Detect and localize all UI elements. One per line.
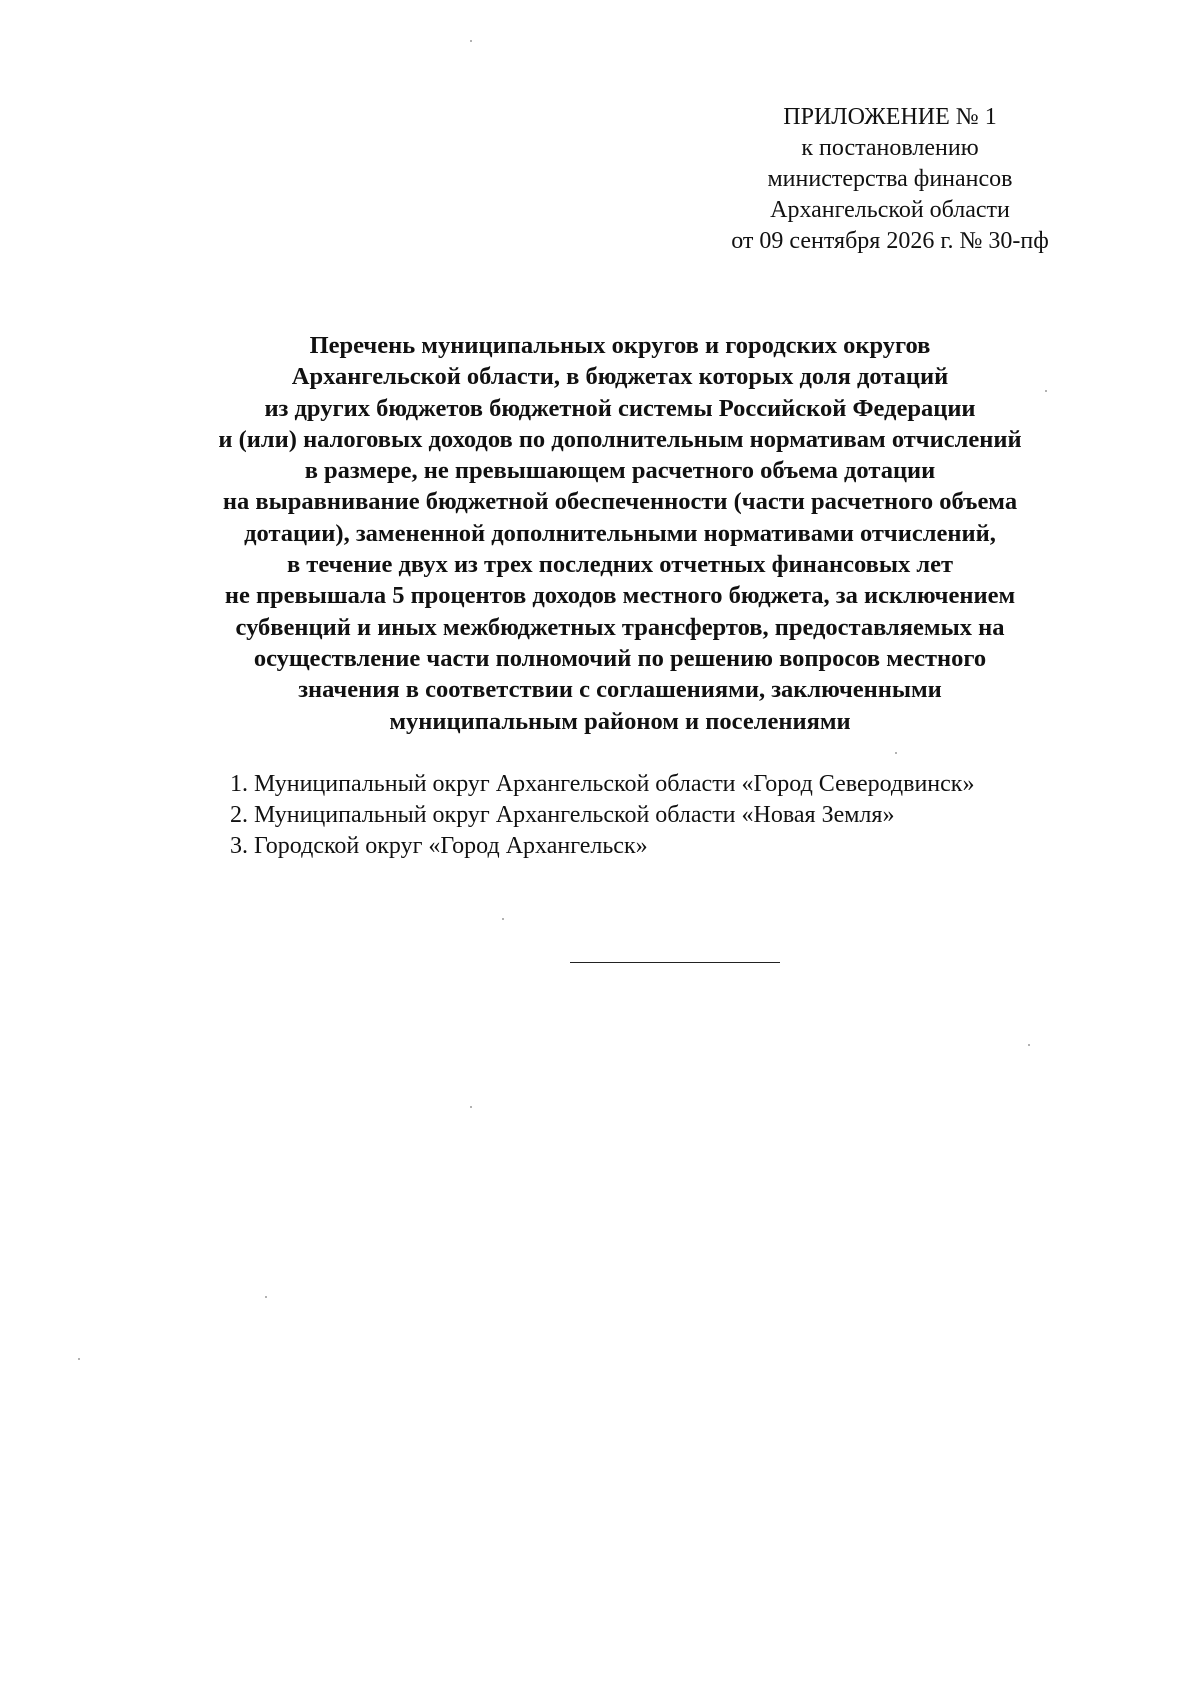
scan-speck bbox=[470, 1106, 472, 1108]
title-line: на выравнивание бюджетной обеспеченности (части расчетного объема bbox=[222, 488, 1018, 516]
title-line: осуществление части полномочий по решению вопросов местного bbox=[253, 644, 987, 672]
list-item: 3. Городской округ «Город Архангельск» bbox=[230, 833, 648, 859]
appendix-reference: к постановлению bbox=[801, 135, 979, 161]
title-line: и (или) налоговых доходов по дополнительным нормативам отчислений bbox=[218, 425, 1022, 453]
title-line: из других бюджетов бюджетной системы Российской Федерации bbox=[264, 394, 976, 422]
scan-speck bbox=[895, 752, 897, 754]
title-line: значения в соответствии с соглашениями, заключенными bbox=[298, 676, 942, 704]
municipality-list bbox=[160, 769, 1110, 862]
title-line: муниципальным районом и поселениями bbox=[389, 707, 851, 735]
appendix-ministry: министерства финансов bbox=[767, 166, 1013, 192]
title-line: Перечень муниципальных округов и городских округов bbox=[309, 332, 931, 359]
document-title bbox=[140, 330, 1100, 737]
appendix-header bbox=[690, 102, 1090, 257]
title-line: Архангельской области, в бюджетах которых доля дотаций bbox=[291, 363, 949, 391]
title-line: в течение двух из трех последних отчетных финансовых лет bbox=[286, 551, 954, 579]
appendix-date-number: от 09 сентября 2026 г. № 30-пф bbox=[731, 228, 1049, 254]
scan-speck bbox=[470, 40, 472, 42]
title-line: дотации), замененной дополнительными нормативами отчислений, bbox=[244, 519, 996, 547]
scan-speck bbox=[1028, 1044, 1030, 1046]
appendix-region: Архангельской области bbox=[770, 197, 1010, 223]
title-line: не превышала 5 процентов доходов местного бюджета, за исключением bbox=[224, 582, 1016, 610]
appendix-label: ПРИЛОЖЕНИЕ № 1 bbox=[783, 104, 997, 130]
scan-speck bbox=[78, 1358, 80, 1360]
closing-rule bbox=[570, 962, 780, 963]
title-line: в размере, не превышающем расчетного объема дотации bbox=[304, 457, 936, 485]
title-line: субвенций и иных межбюджетных трансфертов, предоставляемых на bbox=[235, 613, 1005, 641]
list-item: 2. Муниципальный округ Архангельской области «Новая Земля» bbox=[230, 802, 895, 828]
scan-speck bbox=[265, 1296, 267, 1298]
list-item: 1. Муниципальный округ Архангельской области «Город Северодвинск» bbox=[230, 771, 975, 797]
scan-speck bbox=[502, 918, 504, 920]
scan-speck bbox=[1045, 390, 1047, 392]
